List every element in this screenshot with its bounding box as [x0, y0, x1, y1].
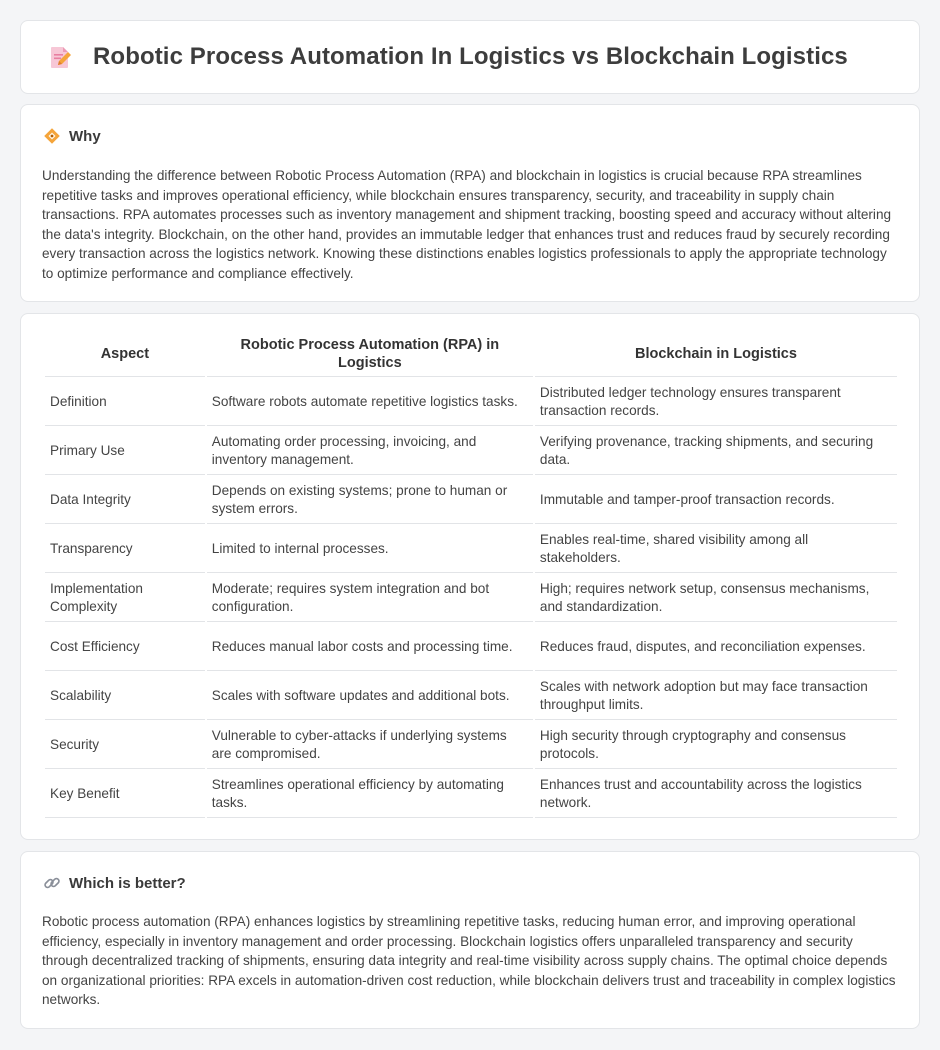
cell-blockchain: High; requires network setup, consensus mechanisms, and standardization.: [535, 575, 897, 622]
cell-rpa: Reduces manual labor costs and processing time.: [207, 624, 533, 671]
table-header-row: [45, 332, 897, 377]
cell-rpa: Depends on existing systems; prone to human or system errors.: [207, 477, 533, 524]
cell-aspect: Primary Use: [45, 428, 205, 475]
cell-aspect: Scalability: [45, 673, 205, 720]
cell-aspect: Transparency: [45, 526, 205, 573]
cell-rpa: Vulnerable to cyber-attacks if underlying systems are compromised.: [207, 722, 533, 769]
cell-aspect: Cost Efficiency: [45, 624, 205, 671]
cell-blockchain: Scales with network adoption but may face transaction throughput limits.: [535, 673, 897, 720]
cell-rpa: Automating order processing, invoicing, and inventory management.: [207, 428, 533, 475]
cell-rpa: Limited to internal processes.: [207, 526, 533, 573]
table-row: [45, 526, 897, 573]
table-row: [45, 379, 897, 426]
page-title: Robotic Process Automation In Logistics vs Blockchain Logistics: [93, 43, 848, 70]
cell-blockchain: Distributed ledger technology ensures transparent transaction records.: [535, 379, 897, 426]
cell-blockchain: Enhances trust and accountability across the logistics network.: [535, 771, 897, 818]
table-row: [45, 477, 897, 524]
cell-aspect: Implementation Complexity: [45, 575, 205, 622]
header-blockchain: Blockchain in Logistics: [535, 332, 897, 377]
cell-rpa: Software robots automate repetitive logistics tasks.: [207, 379, 533, 426]
cell-blockchain: Enables real-time, shared visibility among all stakeholders.: [535, 526, 897, 573]
title-card: [20, 20, 920, 94]
cell-aspect: Key Benefit: [45, 771, 205, 818]
why-text: Understanding the difference between Robotic Process Automation (RPA) and blockchain in logistics is crucial because RPA streamlines repetitive tasks and improves operational efficiency, while blockchain ensures transparency, security, and traceability in supply chain transactions. RPA automates processes such as inventory management and shipment tracking, boosting speed and accuracy without altering the data's integrity. Blockchain, on the other hand, provides an immutable ledger that enhances trust and reduces fraud by securely recording every transaction across the logistics network. Knowing these distinctions enables logistics professionals to apply the appropriate technology to optimize performance and compliance effectively.: [42, 168, 892, 281]
table-row: [45, 575, 897, 622]
which-is-better-section: [20, 851, 920, 1029]
cell-rpa: Streamlines operational efficiency by automating tasks.: [207, 771, 533, 818]
cell-blockchain: Immutable and tamper-proof transaction records.: [535, 477, 897, 524]
better-heading: Which is better?: [69, 874, 186, 892]
table-row: [45, 722, 897, 769]
table-row: [45, 771, 897, 818]
table-row: [45, 624, 897, 671]
cell-aspect: Security: [45, 722, 205, 769]
cell-aspect: Data Integrity: [45, 477, 205, 524]
cell-blockchain: Verifying provenance, tracking shipments, and securing data.: [535, 428, 897, 475]
table-row: [45, 428, 897, 475]
why-section: [20, 104, 920, 302]
header-rpa: Robotic Process Automation (RPA) in Logistics: [207, 332, 533, 377]
cell-blockchain: High security through cryptography and consensus protocols.: [535, 722, 897, 769]
header-aspect: Aspect: [45, 332, 205, 377]
cell-rpa: Moderate; requires system integration and bot configuration.: [207, 575, 533, 622]
why-heading: Why: [69, 127, 101, 145]
comparison-table-card: [20, 313, 920, 840]
cell-rpa: Scales with software updates and additional bots.: [207, 673, 533, 720]
cell-blockchain: Reduces fraud, disputes, and reconciliation expenses.: [535, 624, 897, 671]
document-edit-icon: [47, 44, 73, 70]
diamond-sign-icon: [43, 127, 61, 145]
better-text: Robotic process automation (RPA) enhances logistics by streamlining repetitive tasks, reducing human error, and improving operational efficiency, especially in inventory management and order processing. Blockchain logistics offers unparalleled transparency and security through decentralized tracking of shipments, ensuring data integrity and real-time visibility across supply chains. The optimal choice depends on organizational priorities: RPA excels in automation-driven cost reduction, while blockchain delivers trust and traceability in complex logistics networks.: [42, 914, 896, 1008]
comparison-table: [43, 330, 899, 820]
link-icon: [43, 874, 61, 892]
cell-aspect: Definition: [45, 379, 205, 426]
table-row: [45, 673, 897, 720]
